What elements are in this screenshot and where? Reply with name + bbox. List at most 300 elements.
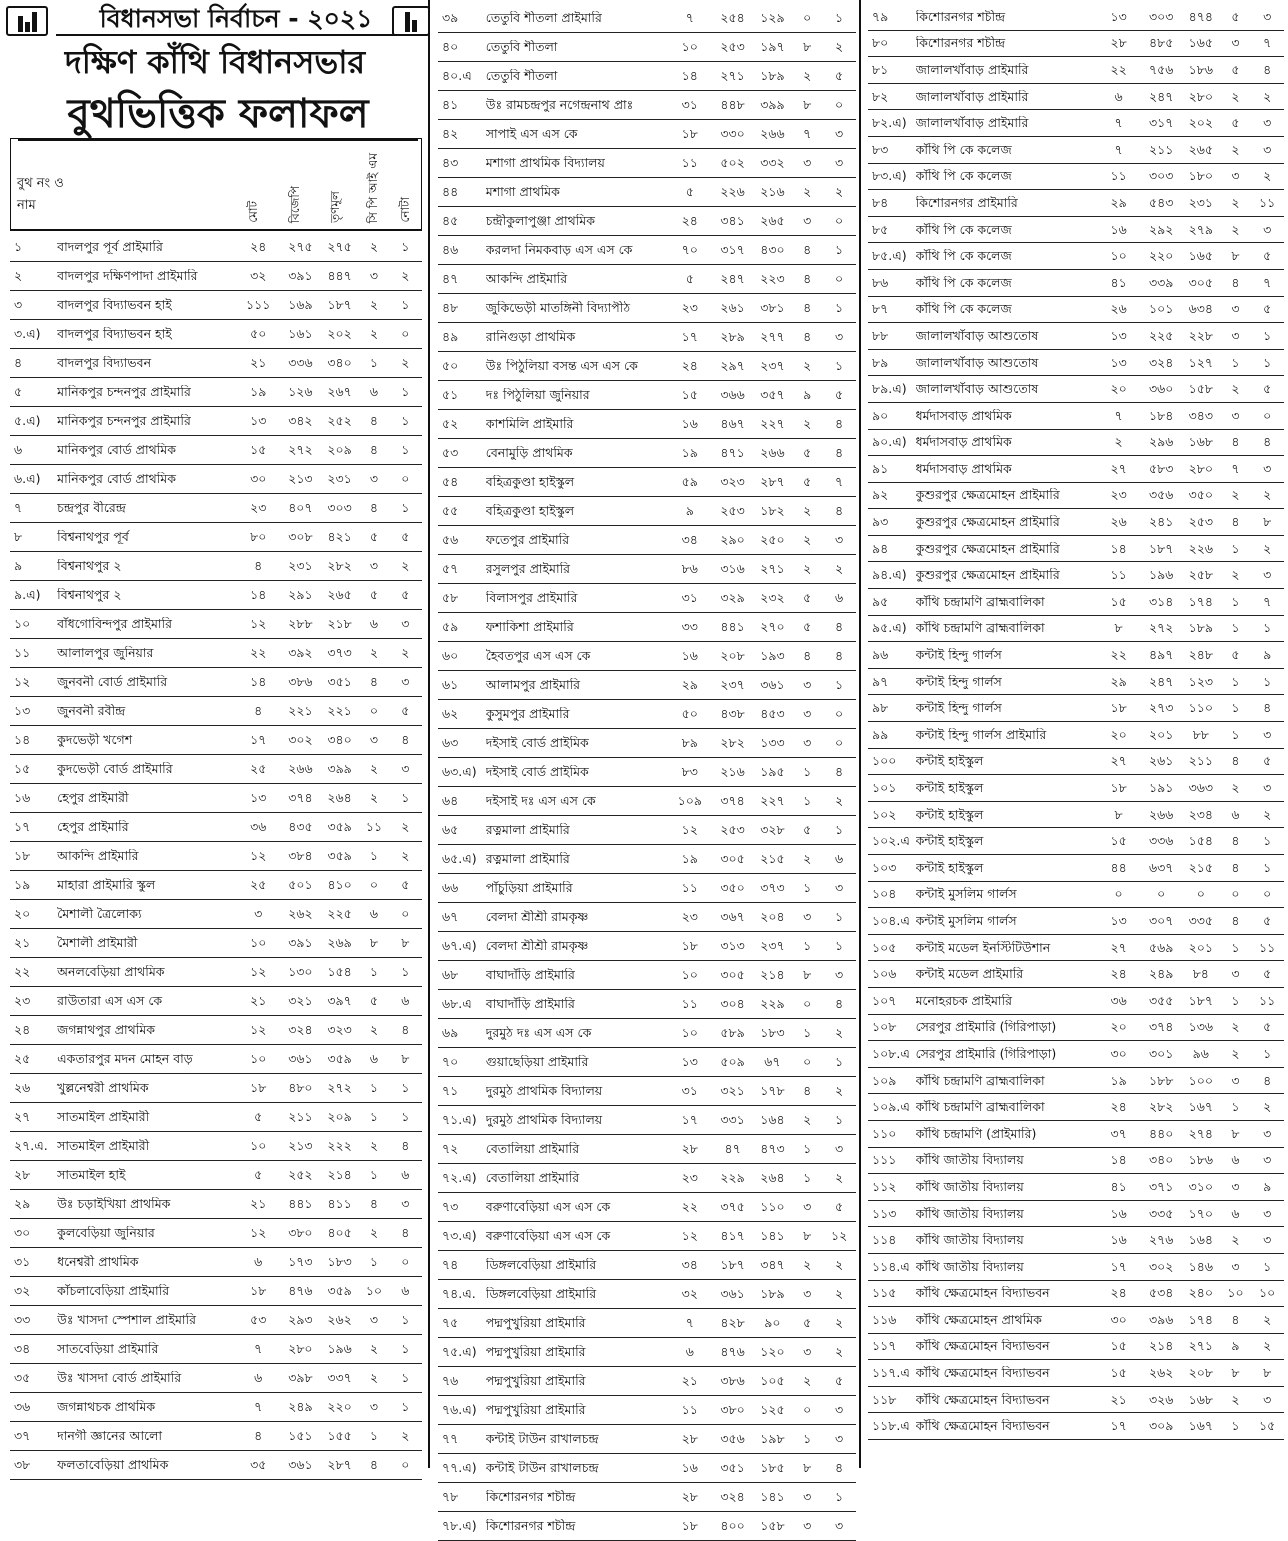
votes-tmc: ৩৪৩ [1188,408,1213,423]
votes-nota: ০ [1263,887,1272,902]
votes-nota: ৩ [835,1403,844,1417]
booth-number: ৪২ [442,127,459,141]
votes-bjp: ১৬১ [288,327,313,341]
votes-tmc: ১৭৮ [760,1084,785,1098]
booth-name: রাউতারা এস এস কে [57,994,163,1008]
votes-cpim: ৩ [1231,169,1240,184]
votes-bjp: ৩৭৪ [1149,1020,1174,1035]
votes-cpim: ৫ [803,446,812,460]
ballot-box-icon [6,6,48,36]
votes-cpim: ৬ [369,907,379,921]
votes-tmc: ৩৩২ [760,156,785,170]
table-row [868,589,1284,616]
votes-bjp: ২৯২ [1149,222,1174,237]
votes-tmc: ১৫৮ [1188,382,1213,397]
booth-name: মানিকপুর চন্দনপুর প্রাইমারি [57,414,191,428]
table-row [438,1512,856,1541]
votes-bjp: ২৭১ [720,69,745,83]
votes-bjp: ২৬১ [720,301,745,315]
votes-cpim: ৩ [369,559,379,573]
votes-bjp: ৫৩৪ [1149,1286,1174,1301]
votes-total: ২১ [1110,1392,1127,1407]
booth-name: কন্টাই হাইস্কুল [915,834,984,849]
votes-tmc: ২১৬ [760,185,785,199]
booth-number: ৭৮.এ) [442,1519,477,1533]
votes-tmc: ১২৩ [1188,674,1213,689]
booth-number: ৩.এ) [14,327,41,341]
booth-name: কন্টাই মুসলিম গার্লস [915,913,1017,928]
votes-cpim: ৪ [369,1458,378,1472]
table-row [10,1248,422,1277]
votes-tmc: ৪১১ [327,1197,352,1211]
votes-bjp: ১৬৯ [288,298,313,312]
votes-cpim: ২ [1231,142,1240,157]
booth-number: ১১৩ [872,1206,897,1221]
table-row [10,1219,422,1248]
votes-tmc: ১৫৪ [1188,834,1213,849]
table-row [438,1048,856,1077]
votes-nota: ৩ [1263,1126,1272,1141]
booth-number: ৯০.এ) [872,435,907,450]
votes-cpim: ৮ [369,936,378,950]
votes-total: ২৩ [681,301,698,315]
votes-tmc: ২১৫ [760,852,785,866]
votes-cpim: ৪ [803,272,812,286]
table-row [10,1074,422,1103]
votes-tmc: ২৭১ [1188,1339,1213,1354]
booth-number: ৭৫.এ) [442,1345,477,1359]
booth-number: ৩৯ [442,11,459,25]
votes-cpim: ১ [369,1255,378,1269]
booth-name: হৈবতপুর এস এস কে [485,649,591,663]
votes-bjp: ৩৯৮ [288,1371,313,1385]
table-row [10,1393,422,1422]
votes-bjp: ৩১৩ [720,939,745,953]
table-row [868,164,1284,191]
booth-name: পদ্মপুখুরিয়া প্রাইমারি [485,1345,586,1359]
votes-bjp: ২৫৪ [720,11,745,25]
votes-total: ৩৩ [681,620,698,634]
votes-nota: ০ [401,907,410,921]
booth-number: ৩৩ [14,1313,31,1327]
table-row [868,243,1284,270]
votes-total: ৩৭ [1110,1126,1127,1141]
table-row [438,874,856,903]
votes-cpim: ১ [369,965,378,979]
votes-total: ২৭ [1110,461,1127,476]
booth-name: বিশ্বনাথপুর ২ [57,559,122,573]
booth-number: ৬.এ) [14,472,41,486]
votes-bjp: ১৩০ [288,965,313,979]
booth-number: ১২ [14,675,31,689]
votes-total: ১১ [681,881,698,895]
votes-bjp: ৩৮৪ [288,849,313,863]
votes-bjp: ২৪৭ [1149,674,1174,689]
votes-bjp: ২৪৭ [1149,89,1174,104]
votes-bjp: ০ [1157,887,1166,902]
votes-nota: ৩ [1263,142,1272,157]
booth-name: রত্নমালা প্রাইমারি [485,823,570,837]
booth-name: আকন্দি প্রাইমারি [57,849,139,863]
votes-bjp: ৫৬৯ [1149,940,1174,955]
votes-bjp: ৩৬১ [288,1052,313,1066]
booth-number: ৭৩.এ) [442,1229,477,1243]
booth-number: ১১৮ [872,1392,897,1407]
votes-nota: ১ [401,385,410,399]
votes-total: ২৩ [1110,488,1127,503]
votes-bjp: ২৪৭ [720,272,745,286]
booth-name: পদ্মপুখুরিয়া প্রাইমারি [485,1316,586,1330]
booth-name: কন্টাই হিন্দু গার্লস প্রাইমারি [915,727,1047,742]
table-row [438,91,856,120]
votes-total: ৬ [685,1345,694,1359]
votes-total: ১৮ [681,1519,698,1533]
booth-name: তেতুবি শীতলা [485,69,558,83]
table-row [438,120,856,149]
votes-bjp: ৪৯৭ [1149,648,1174,663]
votes-tmc: ৪৭৩ [760,1142,785,1156]
booth-number: ৪ [14,356,23,370]
votes-total: ১৪ [1110,1153,1127,1168]
booth-name: বিশ্বনাথপুর ২ [57,588,122,602]
votes-nota: ৩ [1263,781,1272,796]
votes-tmc: ২১১ [1188,754,1213,769]
column-1 [0,0,428,1480]
votes-total: ৭ [1114,142,1123,157]
table-row [10,900,422,929]
votes-cpim: ৩ [1231,328,1240,343]
votes-nota: ৩ [1263,116,1272,131]
table-row [438,1367,856,1396]
booth-name: আলামপুর প্রাইমারি [485,678,581,692]
votes-bjp: ২৫৩ [720,40,745,54]
votes-total: ১৯ [250,385,267,399]
booth-name: সেরপুর প্রাইমারি (গিরিপাড়া) [915,1020,1057,1035]
votes-bjp: ২১৬ [720,765,745,779]
table-row [438,265,856,294]
votes-nota: ৮ [401,1052,410,1066]
votes-bjp: ৫৮৯ [720,1026,745,1040]
votes-nota: ০ [835,736,844,750]
votes-tmc: ৩১০ [1188,1179,1213,1194]
booth-number: ২৭.এ. [14,1139,48,1153]
votes-cpim: ৯ [803,388,812,402]
booth-name: কাশমিলি প্রাইমারি [485,417,574,431]
booth-name: ধর্মদাসবাড় প্রাথমিক [915,408,1012,423]
votes-tmc: ১০০ [1188,1073,1213,1088]
votes-nota: ৩ [835,156,844,170]
votes-nota: ২ [1263,541,1272,556]
booth-name: সেরপুর প্রাইমারি (গিরিপাড়া) [915,1046,1057,1061]
votes-total: ৩২ [250,269,267,283]
table-row [438,33,856,62]
booth-name: উঃ খাসদা স্পেশাল প্রাইমারি [57,1313,196,1327]
booth-number: ৮৯ [872,355,889,370]
table-row [10,958,422,987]
table-row [10,813,422,842]
votes-nota: ২ [835,1345,844,1359]
votes-total: ১০ [1110,249,1127,264]
votes-bjp: ৩৬৭ [720,910,745,924]
votes-tmc: ৩৫১ [327,675,352,689]
votes-bjp: ৩৬০ [1149,382,1174,397]
booth-name: গুয়াছেড়িয়া প্রাইমারি [485,1055,589,1069]
votes-total: ২১ [681,1374,698,1388]
table-row [868,1387,1284,1414]
votes-total: ১৬ [1110,1206,1127,1221]
votes-cpim: ০ [369,704,379,718]
votes-total: ১০ [250,936,267,950]
votes-total: ১২ [681,823,698,837]
votes-total: ১১ [1110,169,1127,184]
booth-number: ৪৭ [442,272,459,286]
votes-bjp: ২৯০ [720,533,745,547]
votes-total: ২৪ [250,240,267,254]
booth-number: ১৫ [14,762,31,776]
booth-number: ১০৯ [872,1073,897,1088]
table-row [438,323,856,352]
votes-cpim: ৩ [803,1519,812,1533]
votes-total: ৮ [1114,807,1123,822]
votes-tmc: ১৬৪ [760,1113,785,1127]
booth-number: ১০১ [872,781,897,796]
votes-cpim: ২ [803,1258,812,1272]
votes-cpim: ২ [803,533,812,547]
votes-nota: ১ [401,965,410,979]
votes-total: ১০৯ [677,794,702,808]
votes-bjp: ৩৭৫ [720,1200,745,1214]
votes-total: ১৪ [250,588,267,602]
votes-tmc: ৩৫০ [1188,488,1213,503]
votes-tmc: ৯৬ [1192,1046,1209,1061]
votes-tmc: ১১০ [1188,701,1213,716]
votes-cpim: ০ [1231,887,1240,902]
votes-total: ২৫ [250,878,267,892]
votes-total: ৩০ [1110,1046,1127,1061]
votes-nota: ০ [1263,408,1272,423]
booth-number: ৫১ [442,388,459,402]
votes-bjp: ৩৬১ [720,1287,745,1301]
votes-cpim: ৩ [369,733,379,747]
votes-cpim: ৫ [803,591,812,605]
booth-number: ৮৭ [872,302,889,317]
votes-bjp: ৩০৮ [288,530,313,544]
booth-name: কাঁথি জাতীয় বিদ্যালয় [915,1206,1024,1221]
booth-name: কিশোরনগর শচীন্দ্র [915,36,1006,51]
booth-number: ৫ [14,385,23,399]
votes-total: ১৭ [250,733,267,747]
booth-number: ১৮ [14,849,31,863]
votes-bjp: ৫০১ [288,878,313,892]
table-row [868,350,1284,377]
votes-cpim: ০ [803,997,812,1011]
votes-nota: ৭ [1263,594,1272,609]
booth-name: কাঁথি পি কে কলেজ [915,142,1012,157]
votes-tmc: ২৩১ [1188,195,1213,210]
booth-name: কন্টাই টাউন রাখালচন্দ্র [485,1432,599,1446]
votes-total: ২২ [1110,62,1127,77]
votes-bjp: ২৪৯ [288,1400,313,1414]
votes-total: ২৪ [1110,967,1127,982]
votes-bjp: ২৯৩ [288,1313,313,1327]
table-row [10,610,422,639]
booth-name: দইসাই বোর্ড প্রাইমিক [485,765,589,779]
booth-name: বাঁধগোবিন্দপুর প্রাইমারি [57,617,172,631]
booth-name: বেলদা শ্রীশ্রী রামকৃষ্ণ [485,910,589,924]
booth-name: পাঁচুড়িয়া প্রাইমারি [485,881,573,895]
votes-bjp: ৩২৪ [1149,355,1174,370]
booth-number: ৪০ [442,40,459,54]
votes-bjp: ৪৭১ [720,446,745,460]
votes-nota: ২ [835,1258,844,1272]
votes-bjp: ৩১৭ [720,243,745,257]
booth-number: ১১২ [872,1179,897,1194]
votes-cpim: ৩ [803,1200,812,1214]
votes-cpim: ২ [1231,1046,1240,1061]
table-row [438,1396,856,1425]
table-row [10,233,422,262]
votes-nota: ৪ [1263,435,1272,450]
votes-nota: ৩ [835,1519,844,1533]
votes-nota: ৫ [401,704,410,718]
votes-total: ১৩ [1110,328,1127,343]
votes-bjp: ৩০৩ [1149,9,1174,24]
votes-nota: ২ [1263,1100,1272,1115]
votes-nota: ১ [1263,1259,1272,1274]
votes-total: ৫০ [250,327,267,341]
booth-name: ফশাকিশা প্রাইমারি [485,620,574,634]
booth-number: ৯৫.এ) [872,621,907,636]
votes-nota: ৭ [1263,275,1272,290]
votes-total: ৫ [685,185,694,199]
votes-bjp: ৩৯২ [288,646,313,660]
votes-tmc: ১১০ [760,1200,785,1214]
votes-cpim: ৫ [1231,648,1240,663]
table-row [868,1360,1284,1387]
votes-bjp: ২২৫ [1149,328,1174,343]
booth-name: বিলাসপুর প্রাইমারি [485,591,578,605]
votes-cpim: ০ [803,11,812,25]
votes-bjp: ৪৭৬ [720,1345,745,1359]
booth-number: ৮ [14,530,23,544]
booth-name: বেলদা শ্রীশ্রী রামকৃষ্ণ [485,939,589,953]
votes-nota: ২ [1263,807,1272,822]
rows-col3 [862,4,1288,1440]
votes-total: ৩৪ [681,1258,698,1272]
votes-nota: ০ [401,1458,410,1472]
votes-cpim: ২ [1231,488,1240,503]
votes-cpim: ৮ [803,40,812,54]
votes-cpim: ২ [369,240,379,254]
booth-number: ১০২ [872,807,897,822]
votes-tmc: ২৭৫ [327,240,352,254]
votes-cpim: ৪ [1231,435,1240,450]
votes-cpim: ৮ [803,1461,812,1475]
votes-bjp: ৪৬৭ [720,417,745,431]
votes-total: ১২ [250,1226,267,1240]
table-row [868,1041,1284,1068]
booth-name: অনলবেড়িয়া প্রাথমিক [57,965,165,979]
votes-tmc: ২৮৭ [327,1458,352,1472]
votes-tmc: ১২৫ [760,1403,785,1417]
votes-total: ১৩ [1110,913,1127,928]
votes-total: ৭০ [681,243,698,257]
votes-bjp: ৩৭১ [1149,1179,1174,1194]
votes-tmc: ২৮০ [1188,461,1213,476]
votes-total: ১১১ [246,298,271,312]
votes-nota: ৪ [1263,1073,1272,1088]
votes-tmc: ৪৪৭ [327,269,352,283]
booth-name: কাঁথি ক্ষেত্রমোহন বিদ্যাভবন [915,1286,1050,1301]
booth-number: ৫৪ [442,475,459,489]
table-row [868,1254,1284,1281]
table-row [10,1161,422,1190]
votes-nota: ২ [401,646,410,660]
votes-nota: ৩ [1263,1392,1272,1407]
booth-number: ৯৪.এ) [872,568,907,583]
table-row [868,190,1284,217]
votes-total: ২৪ [681,359,698,373]
votes-bjp: ৩০৯ [1149,1419,1174,1434]
votes-tmc: ২৮০ [1188,89,1213,104]
table-row [10,697,422,726]
votes-cpim: ৫ [803,620,812,634]
booth-number: ১১ [14,646,31,660]
table-row [868,616,1284,643]
votes-total: ১৫ [1110,1366,1127,1381]
votes-nota: ৫ [1263,754,1272,769]
header-constituency: দক্ষিণ কাঁথি বিধানসভার [64,43,366,81]
table-row [10,349,422,378]
votes-tmc: ১৫৮ [760,1519,785,1533]
booth-name: সাতমাইল হাই [57,1168,126,1182]
votes-cpim: ১ [1231,594,1240,609]
votes-bjp: ৩০৭ [1149,913,1174,928]
table-row [868,110,1284,137]
votes-bjp: ৩২৪ [720,1490,745,1504]
votes-total: ১৬ [1110,1233,1127,1248]
votes-total: ১০ [681,968,698,982]
table-row [868,908,1284,935]
table-row [438,4,856,33]
votes-cpim: ১ [1231,727,1240,742]
table-row [868,828,1284,855]
votes-tmc: ২২৭ [760,417,785,431]
table-row [10,1422,422,1451]
votes-cpim: ১ [803,939,812,953]
table-row [10,291,422,320]
votes-tmc: ৪২১ [327,530,352,544]
votes-bjp: ২৩১ [288,559,313,573]
votes-cpim: ৪ [803,649,812,663]
votes-tmc: ১৮৫ [760,1461,785,1475]
votes-total: ৬ [254,1255,263,1269]
votes-tmc: ১৬৫ [1188,36,1213,51]
table-row [438,961,856,990]
booth-name: কিশোরনগর শচীন্দ্র [485,1519,576,1533]
votes-tmc: ২২৮ [1188,328,1213,343]
votes-nota: ৪ [1263,62,1272,77]
header-election-title: বিধানসভা নির্বাচন - ২০২১ [56,4,416,36]
booth-number: ৫৮ [442,591,459,605]
votes-tmc: ৪১০ [327,878,352,892]
votes-tmc: ১৬৪ [1188,1233,1213,1248]
table-row [438,1222,856,1251]
booth-number: ১১৪.এ [872,1259,910,1274]
table-row [10,1045,422,1074]
votes-bjp: ২১১ [288,1110,313,1124]
table-row [438,758,856,787]
